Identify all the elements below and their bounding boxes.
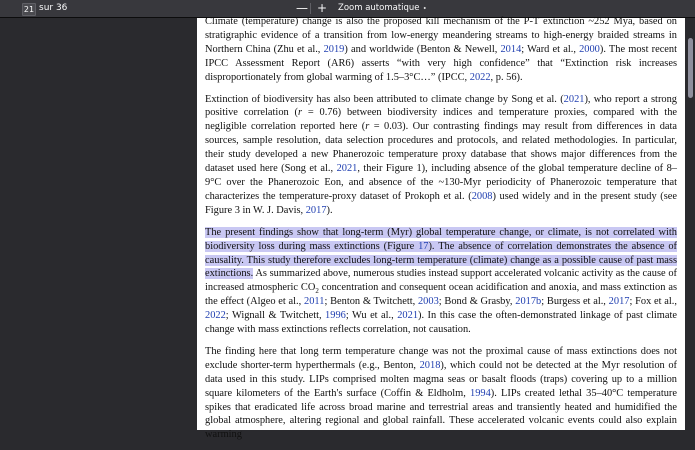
citation-link[interactable]: 2014 bbox=[500, 43, 522, 55]
text-run: , p. 56). bbox=[490, 71, 523, 83]
text-run: ; Burgess et al., bbox=[541, 296, 609, 308]
text-run: As summarized above, numerous studies instead support accelerated volcanic activity as the cause of increased atmospheric CO bbox=[205, 268, 677, 294]
citation-link[interactable]: 2017b bbox=[515, 296, 542, 308]
scrollbar-thumb[interactable] bbox=[688, 38, 693, 98]
text-run: ). LIPs created lethal 35–40°C temperature spikes that eradicated life across broad marine and terrestrial areas and transiently heated and humidified the global atmosphere, altering regional and global rainfall. These accelerated volcanic events could also explain warming bbox=[205, 387, 678, 441]
zoom-select[interactable] bbox=[334, 2, 430, 14]
citation-link[interactable]: 2018 bbox=[419, 359, 441, 371]
citation-link[interactable]: 2017 bbox=[608, 296, 630, 308]
text-run: ). In this case the often-demonstrated linkage of past climate change with mass extinctions reflects correlation, not causation. bbox=[205, 310, 677, 336]
subscript-text: 2 bbox=[315, 287, 319, 296]
zoom-out-button[interactable]: — bbox=[296, 1, 308, 15]
text-run: = 0.76) between biodiversity indices and temperature proxies, compared with the negligible correlation reported here ( bbox=[205, 107, 678, 133]
text-run: ; Bond & Grasby, bbox=[438, 296, 516, 308]
citation-link[interactable]: 2019 bbox=[323, 43, 345, 55]
vertical-scrollbar[interactable] bbox=[686, 18, 695, 430]
citation-link[interactable]: 2021 bbox=[563, 93, 585, 105]
page-number-input[interactable]: 21 bbox=[23, 5, 35, 14]
italic-text: r bbox=[365, 121, 370, 133]
text-run: ) used widely and in the present study (see Figure 3 in W. J. Davis, bbox=[205, 190, 677, 216]
pdf-page bbox=[197, 16, 685, 441]
text-run: ; Fox et al., bbox=[629, 296, 677, 308]
citation-link[interactable]: 2011 bbox=[304, 296, 325, 308]
paragraph-2 bbox=[205, 93, 677, 218]
text-run: concentration and consequent ocean acidification and anoxia, and mass extinction as the effect (Algeo et al., bbox=[205, 282, 677, 308]
page-count-label: sur 36 bbox=[39, 3, 68, 13]
citation-link[interactable]: 1996 bbox=[325, 310, 346, 322]
citation-link[interactable]: 17 bbox=[418, 240, 429, 252]
text-run: ). The most recent IPCC Assessment Report (AR6) asserts “with very high confidence” that “Extinction risk increases disproportionately from global warming of 1.5–3°C…” (IPCC, bbox=[205, 43, 678, 83]
text-run: , their Figure 1), including absence of the global temperature decline of 8–9°C over the Phanerozoic Eon, and absence of the ~130-Myr periodicity of Phanerozoic temperature that characterizes the temperature-proxy dataset of Prokoph et al. ( bbox=[205, 163, 677, 202]
text-run: ). The absence of correlation demonstrates the absence of causality. This study therefore excludes long-term temperature (climate) change as a possible cause of past mass extinctions. bbox=[205, 240, 677, 280]
text-run: ; Wignall & Twitchett, bbox=[225, 310, 326, 322]
paragraph-3 bbox=[205, 226, 677, 337]
text-run: ). bbox=[326, 204, 333, 216]
citation-link[interactable]: 2021 bbox=[397, 310, 419, 322]
citation-link[interactable]: 2003 bbox=[417, 296, 439, 308]
text-run: ; Wu et al., bbox=[345, 310, 398, 322]
text-run: ), which could not be detected at the Myr resolution of data used in this study. LIPs comprised molten magma seas or basalt floods (traps) covering up to a million square kilometers of the Earth's surface (Coffin & Eldholm, bbox=[205, 359, 677, 399]
text-run: ; Benton & Twitchett, bbox=[324, 296, 418, 308]
text-run: Extinction of biodiversity has also been attributed to climate change by Song et al. ( bbox=[205, 93, 564, 105]
paragraph-4 bbox=[205, 345, 677, 442]
chevron-down-icon: ⬩ bbox=[423, 4, 427, 12]
citation-link[interactable]: 1994 bbox=[470, 387, 491, 399]
text-run: The finding here that long term temperature change was not the proximal cause of mass extinctions does not exclude shorter-term hyperthermals (e.g., Benton, bbox=[205, 345, 677, 371]
text-run: ; Ward et al., bbox=[521, 43, 580, 55]
citation-link[interactable]: 2021 bbox=[336, 163, 358, 175]
citation-link[interactable]: 2000 bbox=[579, 43, 600, 55]
page-text bbox=[205, 15, 677, 450]
toolbar-separator bbox=[310, 3, 311, 14]
text-run: ), who report a strong positive correlation ( bbox=[205, 93, 677, 119]
document-viewer[interactable] bbox=[0, 16, 695, 441]
text-run: = 0.03). Our contrasting findings may result from differences in data sources, sample resolution, data selection procedures and protocols, and related methodologies. In particular, their study developed a new Phanerozoic temperature proxy database that shows major differences from the dataset used here (Song et al., bbox=[205, 121, 677, 175]
zoom-select-value: Zoom automatique bbox=[338, 3, 420, 13]
citation-link[interactable]: 2022 bbox=[205, 310, 226, 322]
italic-text: r bbox=[297, 107, 303, 119]
citation-link[interactable]: 2022 bbox=[469, 71, 491, 83]
citation-link[interactable]: 2008 bbox=[471, 190, 493, 202]
text-run: The present findings show that long-term (Myr) global temperature change, or climate, is not correlated with biodiversity loss during mass extinctions (Figure bbox=[205, 226, 677, 252]
zoom-in-button[interactable]: + bbox=[317, 1, 328, 15]
citation-link[interactable]: 2017 bbox=[305, 204, 327, 216]
text-run: Climate (temperature) change is also the proposed kill mechanism of the P-T extinction ~252 Mya, based on stratigraphic evidence of a transition from low-energy meandering streams to high-energy braided streams in Northern China (Zhu et al., bbox=[205, 16, 677, 55]
paragraph-1 bbox=[205, 15, 677, 85]
text-run: ) and worldwide (Benton & Newell, bbox=[344, 43, 501, 55]
